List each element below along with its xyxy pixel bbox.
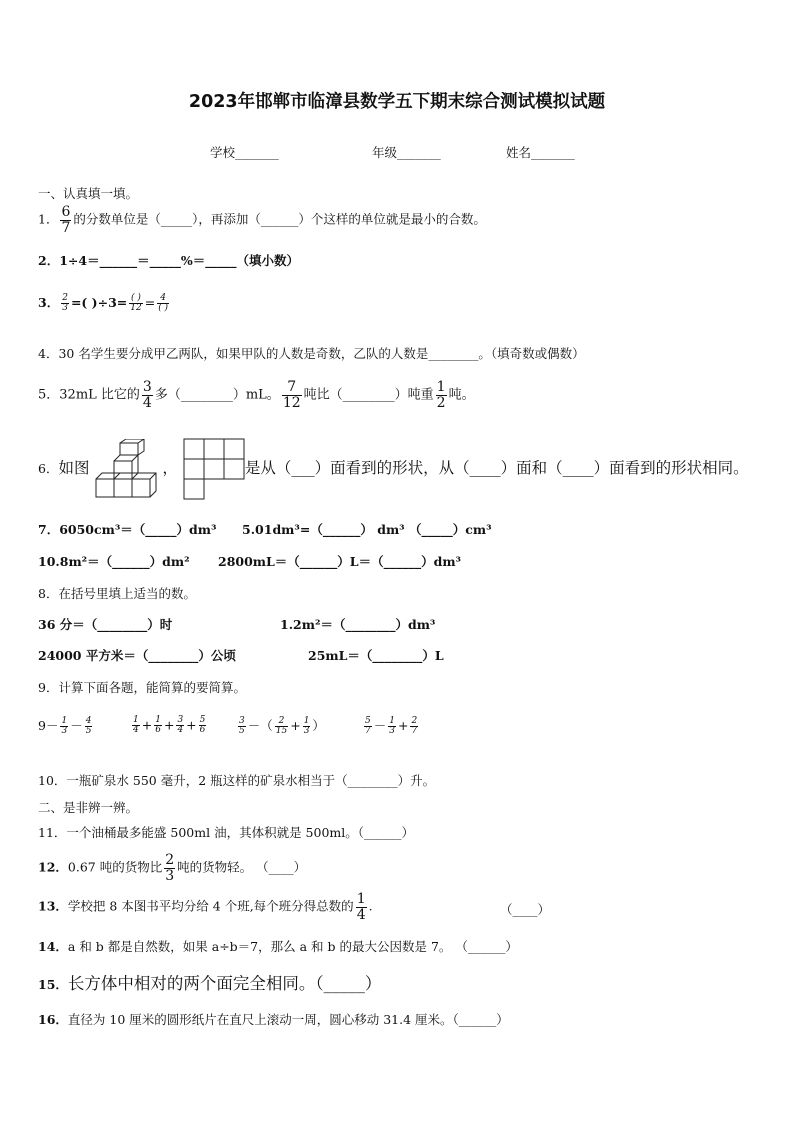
answer-blank: （____） [500, 902, 551, 917]
fraction: $\frac{4}{( )}$ [158, 292, 169, 313]
expression-2: $\frac{1}{4}$ + $\frac{1}{6}$ + $\frac{3}{4}$ + $\frac{5}{6}$ [133, 715, 206, 736]
question-7-part: 2800mL＝（______）L＝（______）dm³ [218, 554, 462, 569]
fraction: $\frac{7}{12}$ [282, 379, 301, 411]
question-16: 16．直径为 10 厘米的圆形纸片在直尺上滚动一周，圆心移动 31.4 厘米。（______） [38, 1012, 509, 1027]
expression-4: $\frac{5}{7}$ － $\frac{1}{3}$ + $\frac{2}{7}$ [365, 715, 418, 736]
question-7: 7．6050cm³＝（_____）dm³ [38, 522, 217, 537]
expression-1: 9－ $\frac{1}{3}$ － $\frac{4}{5}$ [38, 715, 92, 736]
fraction: $\frac{6}{7}$ [61, 204, 71, 236]
fraction: $\frac{1}{2}$ [436, 379, 446, 411]
question-8-part: 36 分＝（________）时 [38, 617, 173, 632]
question-2: 2．1÷4＝______＝_____%＝_____（填小数） [38, 253, 299, 268]
question-text: 的分数单位是（_____），再添加（______）个这样的单位就是最小的合数。 [73, 211, 486, 227]
view-grid-figure [183, 438, 245, 500]
section-heading: 二、是非辨一辨。 [38, 800, 139, 815]
cube-stack-figure [94, 439, 162, 499]
fraction: $\frac{3}{4}$ [142, 379, 152, 411]
question-3: 3． $\frac{2}{3}$ =( )÷3= $\frac{( )}{12}$ = $\frac{4}{( )}$ [38, 292, 169, 313]
question-15: 15．长方体中相对的两个面完全相同。（_____） [38, 974, 382, 993]
grade-field: 年级_______ [372, 145, 441, 160]
question-9: 9．计算下面各题，能简算的要简算。 [38, 680, 246, 695]
question-8-part: 24000 平方米＝（________）公顷 [38, 648, 236, 663]
question-text: 1÷4＝______＝_____%＝_____（填小数） [59, 253, 299, 268]
question-11: 11．一个油桶最多能盛 500ml 油，其体积就是 500ml。（______） [38, 825, 414, 840]
expression-3: $\frac{3}{5}$ －（ $\frac{2}{15}$ + $\frac{1}{3}$ ） [239, 715, 325, 736]
fraction: $\frac{( )}{12}$ [130, 292, 142, 313]
question-12: 12．0.67 吨的货物比 $\frac{2}{3}$ 吨的货物轻。 （____） [38, 852, 307, 884]
question-7-part: 5.01dm³=（______） dm³ （_____）cm³ [242, 522, 492, 537]
question-4: 4．30 名学生要分成甲乙两队，如果甲队的人数是奇数，乙队的人数是________。（填奇数或偶数） [38, 346, 585, 361]
name-field: 姓名_______ [506, 145, 575, 160]
school-field: 学校_______ [210, 145, 279, 160]
fraction: $\frac{2}{3}$ [62, 292, 68, 313]
question-8: 8．在括号里填上适当的数。 [38, 586, 196, 601]
question-10: 10．一瓶矿泉水 550 毫升，2 瓶这样的矿泉水相当于（________）升。 [38, 773, 436, 788]
question-7-part: 10.8m²＝（______）dm² [38, 554, 190, 569]
question-8-part: 1.2m²＝（________）dm³ [280, 617, 436, 632]
question-14: 14．a 和 b 都是自然数，如果 a÷b＝7，那么 a 和 b 的最大公因数是 7。 （______） [38, 939, 518, 954]
question-number: 1． [38, 211, 59, 227]
question-8-part: 25mL＝（________）L [308, 648, 444, 663]
question-1 [38, 205, 486, 235]
question-5: 5．32mL 比它的 $\frac{3}{4}$ 多（________）mL。 $\frac{7}{12}$ 吨比（________）吨重 $\frac{1}{2}$ 吨。 [38, 379, 475, 411]
question-6: 6．如图 ， 是从（___）面看到的形状，从（____）面和（____）面看到的形状相同。 [38, 438, 749, 500]
section-heading: 一、认真填一填。 [38, 186, 139, 201]
question-13: 13．学校把 8 本图书平均分给 4 个班,每个班分得总数的 $\frac{1}{4}$ . [38, 891, 373, 923]
page-title: 2023年邯郸市临漳县数学五下期末综合测试模拟试题 [188, 92, 606, 112]
